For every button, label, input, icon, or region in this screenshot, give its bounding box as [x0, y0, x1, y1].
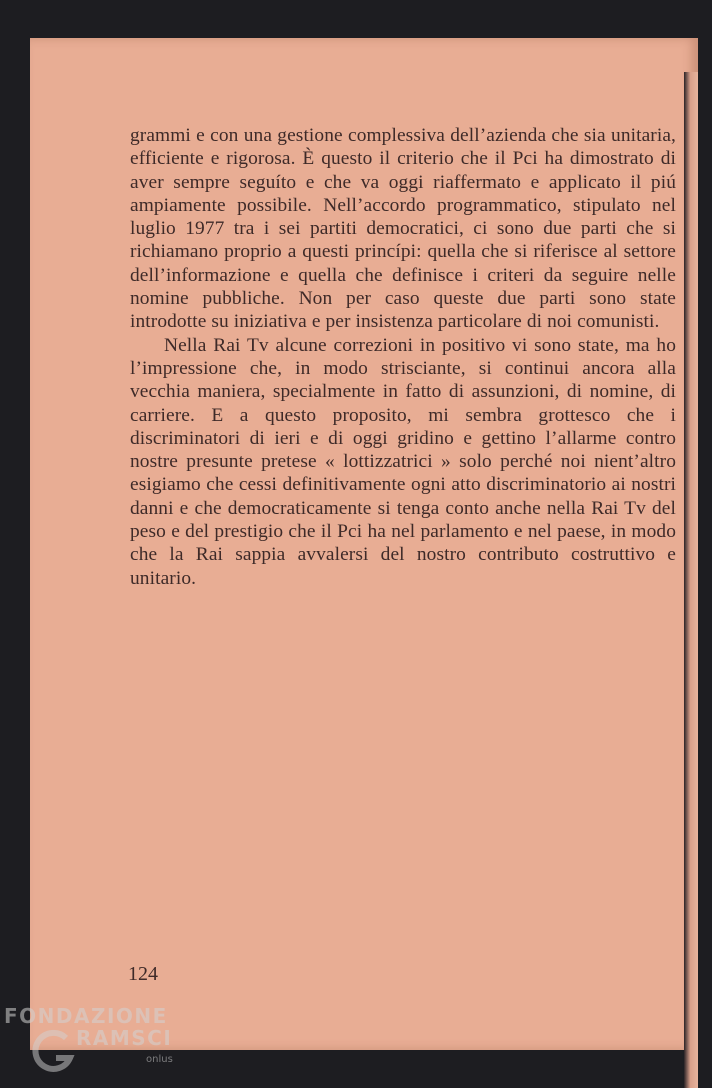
paragraph-2: Nella Rai Tv alcune correzioni in positivo vi sono state, ma ho l’impressione che, in modo strisciante, si continui ancora alla vecchia maniera, specialmente in fatto di assunzioni, di nomine, di carriere. E a questo proposito, mi sembra grottesco che i discriminatori di ieri e di oggi gridino e gettino l’allarme contro nostre presunte pretese « lottizzatrici » solo perché noi nient’altro esigiamo che cessi definitivamente ogni atto discriminatorio ai nostri danni e che democraticamente si tenga conto anche nella Rai Tv del peso e del prestigio che il Pci ha nel parlamento e nel paese, in modo che la Rai sappia avvalersi del nostro contributo costruttivo e unitario.: [130, 334, 676, 589]
watermark-line1: FONDAZIONE: [4, 1004, 168, 1028]
watermark-logo-icon: [26, 1028, 78, 1076]
body-text: [130, 124, 676, 590]
paragraph-1: grammi e con una gestione complessiva dell’azienda che sia unitaria, efficiente e rigorosa. È questo il criterio che il Pci ha dimostrato di aver sempre seguíto e che va oggi riaffermato e applicato il piú ampiamente possibile. Nell’accordo programmatico, stipulato nel luglio 1977 tra i sei partiti democratici, ci sono due parti che si richiamano proprio a questi princípi: quella che si riferisce al settore dell’informazione e quella che definisce i criteri da seguire nelle nomine pubbliche. Non per caso queste due parti sono state introdotte su iniziativa e per insistenza particolare di noi comunisti.: [130, 125, 676, 333]
page-number: 124: [128, 963, 158, 985]
watermark-line2: RAMSCI: [76, 1026, 173, 1050]
book-page: [30, 38, 698, 1050]
page-edge: [684, 72, 698, 1088]
watermark: [0, 998, 200, 1080]
watermark-sub: onlus: [146, 1054, 173, 1065]
